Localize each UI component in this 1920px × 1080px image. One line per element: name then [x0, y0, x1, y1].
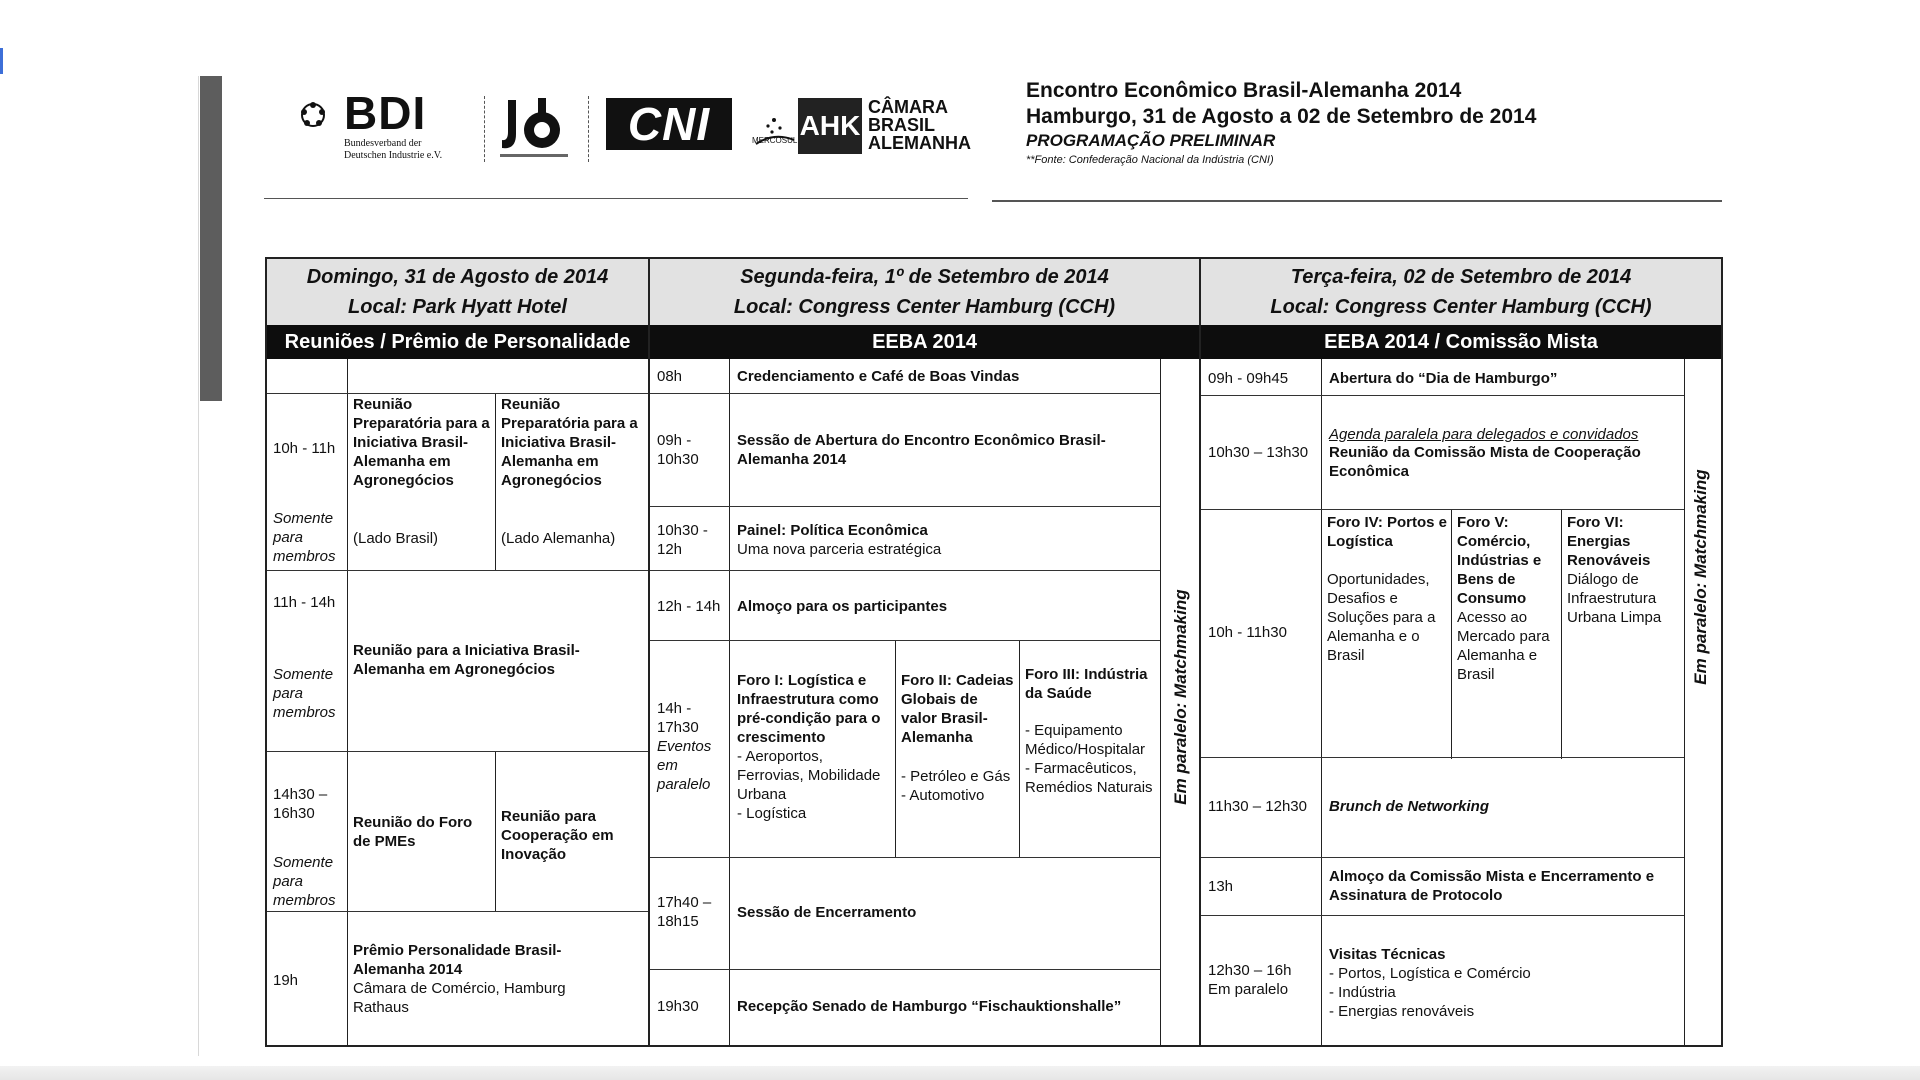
grid-line: [650, 506, 1160, 507]
day2-time-1: 08h: [657, 368, 683, 385]
day3-forum-4-title: Foro IV: Portos e Logística: [1327, 514, 1448, 550]
day1-event-2: Reunião para a Iniciativa Brasil-Alemanha em Agronegócios: [353, 642, 580, 678]
day2-time-4: 12h - 14h: [657, 598, 721, 615]
day2-forum-2-title: Foro II: Cadeias Globais de valor Brasil-Alemanha: [901, 672, 1014, 746]
day3-event-2: Reunião da Comissão Mista de Cooperação Econômica: [1329, 444, 1641, 480]
grid-line: [1451, 509, 1452, 759]
day3-event-4: Brunch de Networking: [1329, 798, 1490, 815]
day2-time-5-note: Eventos em paralelo: [657, 738, 712, 793]
mercosul-label: MERCOSUL: [752, 136, 798, 145]
day2-matchmaking-note: Em paralelo: Matchmaking: [1171, 589, 1190, 805]
day3-event-1: Abertura do “Dia de Hamburgo”: [1329, 370, 1558, 387]
day2-band: EEBA 2014: [650, 325, 1199, 359]
document-title-block: [1026, 78, 1536, 168]
cni-logo: CNI: [606, 98, 732, 150]
grid-line: [1201, 509, 1684, 510]
column-divider: [648, 259, 650, 1045]
grid-line: [267, 570, 648, 571]
day2-event-4: Almoço para os participantes: [737, 598, 948, 615]
grid-line: [495, 751, 496, 911]
day3-time-1: 09h - 09h45: [1208, 370, 1289, 387]
day3-forum-5-title: Foro V: Comércio, Indústrias e Bens de Consumo: [1457, 514, 1542, 607]
logo-separator: [484, 96, 485, 162]
program-label: PROGRAMAÇÃO PRELIMINAR: [1026, 131, 1276, 150]
grid-line: [1201, 757, 1684, 758]
day3-forum-6-text: Diálogo de Infraestrutura Urbana Limpa: [1567, 571, 1662, 626]
grid-line: [650, 640, 1160, 641]
bdi-subtitle: Bundesverband der Deutschen Industrie e.V.: [344, 138, 443, 161]
bdi-star-icon: [298, 100, 328, 130]
day1-members-note-1: Somente para membros: [273, 510, 336, 565]
bdi-logo: [296, 87, 476, 170]
day2-header: Segunda-feira, 1º de Setembro de 2014 Local: Congress Center Hamburg (CCH): [650, 259, 1199, 325]
day2-event-1: Credenciamento e Café de Boas Vindas: [737, 368, 1020, 385]
day1-event-1b: Reunião Preparatória para a Iniciativa Brasil-Alemanha em Agronegócios: [501, 396, 638, 489]
day2-event-6: Sessão de Encerramento: [737, 904, 917, 921]
day3-matchmaking-note: Em paralelo: Matchmaking: [1691, 469, 1710, 685]
day3-time-4: 11h30 – 12h30: [1208, 798, 1307, 815]
bdi-wordmark: BDI: [344, 87, 427, 139]
grid-line: [495, 393, 496, 571]
day3-agenda-note: Agenda paralela para delegados e convidados: [1329, 426, 1639, 443]
grid-line: [1561, 509, 1562, 759]
day1-header: Domingo, 31 de Agosto de 2014 Local: Park Hyatt Hotel: [267, 259, 648, 325]
day2-event-2: Sessão de Abertura do Encontro Econômico Brasil-Alemanha 2014: [737, 432, 1106, 468]
scan-bottom-edge: [0, 1066, 1920, 1080]
day1-time-3: 14h30 – 16h30: [273, 786, 328, 822]
day3-time-5: 13h: [1208, 878, 1234, 895]
day2-time-3: 10h30 - 12h: [657, 522, 708, 558]
grid-line: [1019, 640, 1020, 858]
day1-event-3a: Reunião do Foro de PMEs: [353, 814, 473, 850]
day2-event-7: Recepção Senado de Hamburgo “Fischauktionshalle”: [737, 998, 1122, 1015]
day2-forum-1-items: - Aeroportos, Ferrovias, Mobilidade Urbana - Logística: [737, 748, 881, 822]
day2-time-7: 19h30: [657, 998, 699, 1015]
day1-time-4: 19h: [273, 972, 299, 989]
ahk-logo: AHK: [798, 98, 862, 154]
day3-band: EEBA 2014 / Comissão Mista: [1201, 325, 1721, 359]
day1-members-note-3: Somente para membros: [273, 854, 336, 909]
day3-forum-4-text: Oportunidades, Desafios e Soluções para a Alemanha e o Brasil: [1327, 571, 1436, 664]
scan-edge-line: [198, 76, 199, 1056]
day1-event-1a: Reunião Preparatória para a Iniciativa Brasil-Alemanha em Agronegócios: [353, 396, 490, 489]
day1-members-note-2: Somente para membros: [273, 666, 336, 721]
day1-event-4-place: Câmara de Comércio, Hamburg Rathaus: [353, 980, 566, 1016]
scan-edge-mark: [0, 48, 3, 74]
day1-event-4-title: Prêmio Personalidade Brasil-Alemanha 2014: [353, 942, 562, 978]
day3-forum-5-text: Acesso ao Mercado para Alemanha e Brasil: [1457, 609, 1550, 683]
source-note: **Fonte: Confederação Nacional da Indústria (CNI): [1026, 154, 1274, 166]
event-title: Encontro Econômico Brasil-Alemanha 2014: [1026, 79, 1462, 102]
grid-line: [1684, 359, 1685, 1045]
grid-line: [729, 359, 730, 1045]
day1-event-1a-side: (Lado Brasil): [353, 530, 439, 547]
ahk-name: CÂMARA BRASIL ALEMANHA: [868, 97, 971, 153]
header-rule: [264, 198, 968, 199]
day1-event-3b: Reunião para Cooperação em Inovação: [501, 808, 614, 863]
sponsor-logos: [296, 87, 976, 170]
day2-event-3-title: Painel: Política Econômica: [737, 522, 928, 539]
grid-line: [1201, 915, 1684, 916]
day1-event-1b-side: (Lado Alemanha): [501, 530, 616, 547]
grid-line: [1321, 359, 1322, 1045]
day2-forum-3-items: - Equipamento Médico/Hospitalar - Farmacêuticos, Remédios Naturais: [1025, 722, 1153, 796]
column-divider: [1199, 259, 1201, 1045]
day2-time-6: 17h40 – 18h15: [657, 894, 712, 930]
day2-forum-3-title: Foro III: Indústria da Saúde: [1025, 666, 1148, 702]
grid-line: [895, 640, 896, 858]
grid-line: [650, 857, 1160, 858]
day3-forum-6-title: Foro VI: Energias Renováveis: [1567, 514, 1651, 569]
day3-time-3: 10h - 11h30: [1208, 624, 1287, 641]
mercosul-stars-icon: [750, 106, 798, 156]
grid-line: [267, 751, 648, 752]
day3-event-5: Almoço da Comissão Mista e Encerramento e Assinatura de Protocolo: [1329, 868, 1655, 904]
grid-line: [650, 393, 1160, 394]
day2-forum-1-title: Foro I: Logística e Infraestrutura como pré-condição para o crescimento: [737, 672, 881, 746]
grid-line: [1201, 857, 1684, 858]
jovens-empresarios-logo: [494, 94, 574, 160]
scan-binding-strip: [200, 76, 222, 401]
day1-time-2: 11h - 14h: [273, 594, 336, 611]
day2-forum-2-items: - Petróleo e Gás - Automotivo: [901, 768, 1011, 804]
grid-line: [1160, 359, 1161, 1045]
header-rule: [992, 200, 1722, 202]
schedule-table: [265, 257, 1723, 1047]
grid-line: [650, 969, 1160, 970]
day2-time-2: 09h - 10h30: [657, 432, 699, 468]
grid-line: [650, 570, 1160, 571]
day3-event-6-title: Visitas Técnicas: [1329, 946, 1446, 963]
day1-time-1: 10h - 11h: [273, 440, 336, 457]
day1-band: Reuniões / Prêmio de Personalidade: [267, 325, 648, 359]
day3-header: Terça-feira, 02 de Setembro de 2014 Local: Congress Center Hamburg (CCH): [1201, 259, 1721, 325]
day3-time-2: 10h30 – 13h30: [1208, 444, 1309, 461]
logo-separator: [588, 96, 589, 162]
day3-event-6-items: - Portos, Logística e Comércio - Indústria - Energias renováveis: [1329, 965, 1531, 1020]
day2-time-5: 14h - 17h30: [657, 700, 699, 736]
day3-time-6: 12h30 – 16h Em paralelo: [1208, 962, 1292, 998]
day2-event-3-sub: Uma nova parceria estratégica: [737, 541, 942, 558]
grid-line: [347, 359, 348, 1045]
grid-line: [1201, 395, 1684, 396]
event-subtitle: Hamburgo, 31 de Agosto a 02 de Setembro de 2014: [1026, 105, 1537, 128]
